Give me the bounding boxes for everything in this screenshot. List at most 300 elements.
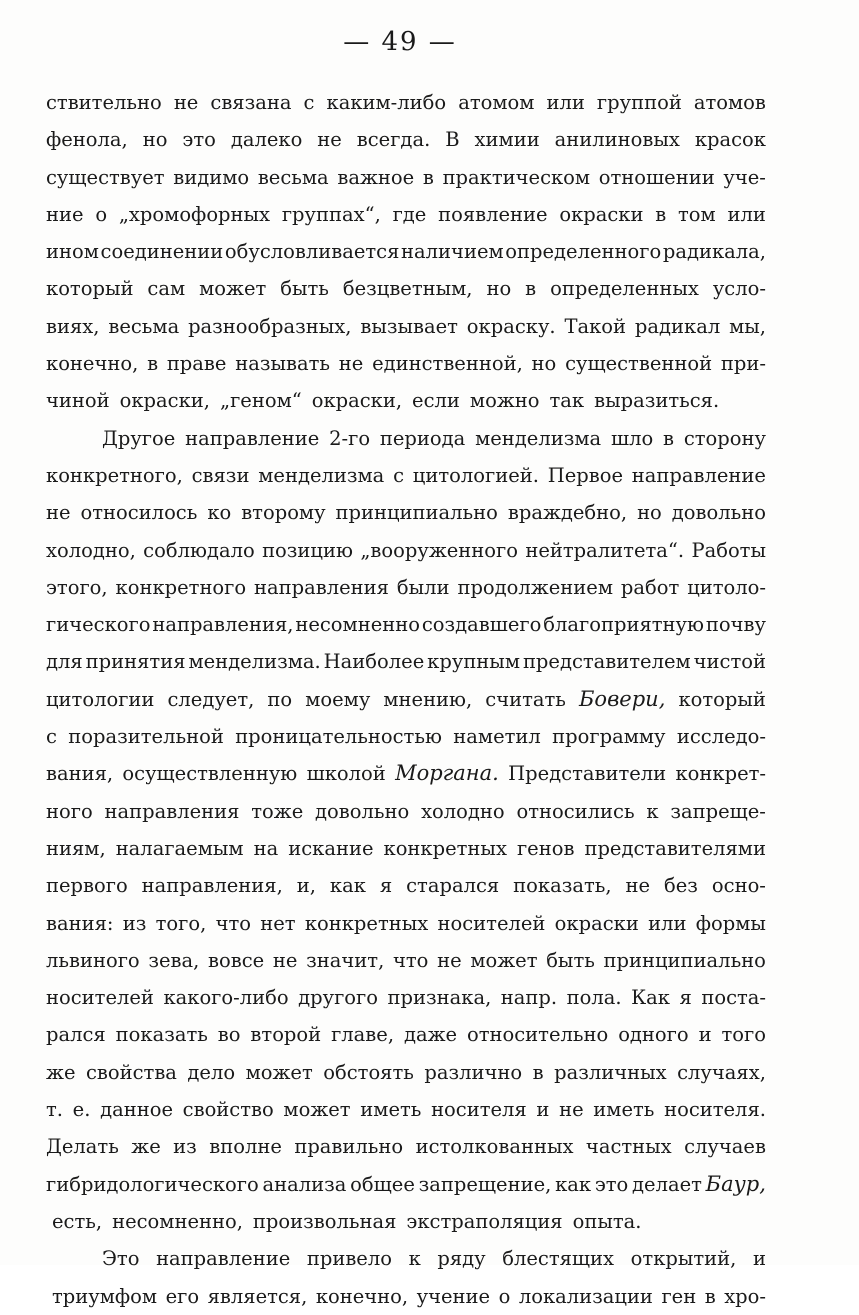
word: окраски bbox=[559, 202, 644, 226]
word: выразиться. bbox=[594, 389, 720, 413]
word: практическом bbox=[442, 165, 591, 189]
word: „вооруженного bbox=[360, 538, 518, 562]
text-line bbox=[46, 606, 766, 643]
word: отношении bbox=[598, 165, 715, 189]
word: принятия bbox=[85, 650, 186, 674]
word: ние bbox=[46, 202, 84, 226]
word: или bbox=[648, 911, 687, 935]
word: может bbox=[245, 1060, 313, 1084]
word: исследо- bbox=[676, 725, 766, 749]
word: но bbox=[142, 128, 168, 152]
text-line bbox=[46, 233, 766, 270]
word: соблюдало bbox=[143, 538, 255, 562]
word: 2-го bbox=[329, 426, 371, 450]
word: направления bbox=[104, 799, 240, 823]
text-line bbox=[46, 681, 766, 718]
word: данное bbox=[100, 1098, 173, 1122]
word: во bbox=[217, 1023, 241, 1047]
word: фенола, bbox=[46, 128, 128, 152]
word: довольно bbox=[671, 501, 766, 525]
word: конкретного, bbox=[46, 463, 183, 487]
word: существенной bbox=[565, 352, 713, 376]
word: проницательностью bbox=[235, 725, 442, 749]
word: конечно, bbox=[315, 1284, 409, 1308]
word: гического bbox=[46, 613, 151, 637]
word: представителем bbox=[522, 650, 691, 674]
word: единственной, bbox=[372, 352, 523, 376]
word: нет bbox=[260, 911, 296, 935]
text-line bbox=[46, 755, 766, 792]
word: в bbox=[655, 202, 667, 226]
word: быть bbox=[546, 948, 595, 972]
word: мнению, bbox=[383, 687, 473, 711]
word: о bbox=[498, 1284, 511, 1308]
word: не bbox=[625, 874, 651, 898]
word: же bbox=[46, 1060, 76, 1084]
text-line bbox=[46, 308, 766, 345]
word: и bbox=[698, 1023, 712, 1047]
word: несомненно, bbox=[112, 1209, 243, 1233]
word: менделизма. bbox=[188, 650, 321, 674]
text-line bbox=[46, 1203, 766, 1240]
word: различно bbox=[424, 1060, 523, 1084]
word: в bbox=[422, 165, 434, 189]
word: старался bbox=[406, 874, 500, 898]
word: конкретных bbox=[383, 836, 507, 860]
word: менделизма bbox=[258, 463, 385, 487]
word: или bbox=[727, 202, 766, 226]
word: случаях, bbox=[677, 1060, 766, 1084]
word: конкретных bbox=[304, 911, 429, 935]
word: есть, bbox=[52, 1209, 103, 1233]
word: запрещение, bbox=[418, 1172, 552, 1196]
word: не bbox=[437, 948, 462, 972]
word: каким-либо bbox=[326, 91, 447, 114]
word: следует, bbox=[167, 687, 255, 711]
word: всегда. bbox=[356, 128, 431, 152]
word: блестящих bbox=[502, 1247, 615, 1271]
word: относительно bbox=[467, 1023, 609, 1047]
word: направления bbox=[254, 575, 389, 599]
word: позицию bbox=[262, 538, 353, 562]
word: это bbox=[182, 128, 216, 152]
word: направления, bbox=[152, 613, 294, 637]
word: значит, bbox=[306, 948, 385, 972]
word: важное bbox=[337, 165, 415, 189]
word: второму bbox=[241, 501, 326, 525]
word: ином bbox=[46, 240, 99, 264]
word: рался bbox=[46, 1023, 106, 1047]
word: так bbox=[549, 389, 585, 413]
text-line bbox=[46, 494, 766, 531]
word: наличием bbox=[401, 240, 504, 264]
word: считать bbox=[485, 687, 566, 711]
word: химии bbox=[474, 128, 540, 152]
word: не bbox=[173, 91, 199, 114]
word: локализации bbox=[518, 1284, 653, 1308]
word: опыта. bbox=[572, 1209, 642, 1233]
text-line bbox=[46, 793, 766, 830]
word: в bbox=[532, 1060, 544, 1084]
word: вполне bbox=[209, 1135, 282, 1159]
text-line bbox=[46, 830, 766, 867]
word: называть bbox=[235, 352, 330, 376]
word: видимо bbox=[173, 165, 250, 189]
word: относилось bbox=[80, 501, 198, 525]
word: я bbox=[379, 874, 393, 898]
word: группой bbox=[596, 91, 682, 114]
word: окраску. bbox=[466, 314, 556, 338]
word: окраски, bbox=[119, 389, 210, 413]
word: признака, bbox=[387, 986, 492, 1010]
word: носителей bbox=[437, 911, 546, 935]
word: были bbox=[396, 575, 450, 599]
text-line bbox=[46, 867, 766, 904]
word: этого, bbox=[46, 575, 108, 599]
word: другого bbox=[298, 986, 378, 1010]
text-line bbox=[46, 382, 766, 419]
word: существует bbox=[46, 165, 165, 189]
word: поразительной bbox=[68, 725, 224, 749]
word: принципиально bbox=[335, 501, 498, 525]
text-line bbox=[46, 159, 766, 196]
word: Представители bbox=[508, 762, 667, 786]
word: вания: bbox=[46, 911, 114, 935]
word: главе, bbox=[331, 1023, 395, 1047]
word: как bbox=[555, 1172, 592, 1196]
word: школой bbox=[306, 762, 386, 786]
word: свойство bbox=[182, 1098, 274, 1122]
word: в bbox=[663, 426, 675, 450]
word: конкретного bbox=[115, 575, 247, 599]
word: дело bbox=[187, 1060, 236, 1084]
word: который bbox=[678, 687, 766, 711]
word: программу bbox=[552, 725, 666, 749]
word: вовсе bbox=[208, 948, 265, 972]
word: с bbox=[303, 91, 315, 114]
word: весьма bbox=[257, 165, 329, 189]
word: связи bbox=[191, 463, 250, 487]
text-line bbox=[46, 532, 766, 569]
author-name: Баур, bbox=[705, 1171, 766, 1196]
word: анализа bbox=[262, 1172, 347, 1196]
word: Это bbox=[102, 1247, 140, 1271]
word: к bbox=[646, 799, 659, 823]
word: направление bbox=[156, 1247, 291, 1271]
word: моему bbox=[305, 687, 371, 711]
word: как bbox=[329, 874, 366, 898]
word: радикал bbox=[634, 314, 721, 338]
word: тоже bbox=[251, 799, 304, 823]
word: Наиболее bbox=[323, 650, 425, 674]
word: формы bbox=[695, 911, 766, 935]
word: цитологией. bbox=[412, 463, 539, 487]
word: поста- bbox=[701, 986, 766, 1010]
word: не bbox=[317, 128, 342, 152]
word: Работы bbox=[691, 538, 766, 562]
text-line bbox=[46, 643, 766, 680]
word: том bbox=[678, 202, 716, 226]
text-line bbox=[46, 905, 766, 942]
word: радикала, bbox=[662, 240, 766, 264]
text-line bbox=[46, 196, 766, 233]
word: может bbox=[283, 1098, 351, 1122]
word: ствительно bbox=[46, 91, 162, 114]
word: благоприятную bbox=[543, 613, 705, 637]
text-line bbox=[46, 121, 766, 158]
word: Делать bbox=[46, 1135, 119, 1159]
word: иметь bbox=[360, 1098, 422, 1122]
word: уче- bbox=[723, 165, 766, 189]
word: того bbox=[721, 1023, 766, 1047]
text-line bbox=[46, 345, 766, 382]
word: из bbox=[173, 1135, 197, 1159]
word: в bbox=[525, 277, 537, 301]
word: с bbox=[393, 463, 405, 487]
text-line bbox=[46, 569, 766, 606]
word: вызывает bbox=[360, 314, 458, 338]
word: того, bbox=[155, 911, 207, 935]
word: быть bbox=[280, 277, 329, 301]
word: мы, bbox=[729, 314, 766, 338]
word: является, bbox=[207, 1284, 308, 1308]
word: продолжением bbox=[457, 575, 613, 599]
word: показать bbox=[115, 1023, 208, 1047]
word: В bbox=[445, 128, 460, 152]
text-line bbox=[46, 1054, 766, 1091]
word: правильно bbox=[294, 1135, 404, 1159]
word: носителя bbox=[431, 1098, 527, 1122]
word: иметь bbox=[593, 1098, 655, 1122]
word: враждебно, bbox=[507, 501, 628, 525]
word: виях, bbox=[46, 314, 100, 338]
word: Такой bbox=[564, 314, 627, 338]
word: е. bbox=[72, 1098, 91, 1122]
word: менделизма bbox=[475, 426, 602, 450]
word: почву bbox=[705, 613, 766, 637]
word: зева, bbox=[148, 948, 200, 972]
word: направления, bbox=[141, 874, 283, 898]
word: окраски bbox=[554, 911, 639, 935]
word: работ bbox=[620, 575, 680, 599]
word: запреще- bbox=[670, 799, 766, 823]
word: создавшего bbox=[421, 613, 542, 637]
text-line bbox=[46, 942, 766, 979]
word: это bbox=[594, 1172, 629, 1196]
word: истолкованных bbox=[415, 1135, 574, 1159]
word: безцветным, bbox=[342, 277, 473, 301]
word: осно- bbox=[711, 874, 766, 898]
word: где bbox=[392, 202, 427, 226]
author-name: Бовери, bbox=[579, 686, 666, 711]
word: цитоло- bbox=[687, 575, 766, 599]
word: атомов bbox=[693, 91, 766, 114]
word: не bbox=[559, 1098, 584, 1122]
author-name: Моргана. bbox=[395, 761, 499, 786]
word: холодно, bbox=[46, 538, 136, 562]
word: и bbox=[752, 1247, 766, 1271]
word: триумфом bbox=[52, 1284, 158, 1308]
text-line bbox=[46, 1240, 766, 1277]
word: который bbox=[46, 277, 134, 301]
text-line bbox=[46, 84, 766, 121]
word: о bbox=[95, 202, 108, 226]
word: праве bbox=[166, 352, 227, 376]
word: можно bbox=[469, 389, 540, 413]
word: же bbox=[131, 1135, 161, 1159]
text-line bbox=[46, 270, 766, 307]
body-text bbox=[46, 84, 766, 1315]
word: носителей bbox=[46, 986, 154, 1010]
word: делает bbox=[632, 1172, 702, 1196]
word: довольно bbox=[315, 799, 410, 823]
word: открытий, bbox=[630, 1247, 737, 1271]
word: в bbox=[704, 1284, 716, 1308]
word: гибридологического bbox=[46, 1172, 259, 1196]
word: направление bbox=[185, 426, 320, 450]
word: различных bbox=[554, 1060, 667, 1084]
word: может bbox=[199, 277, 267, 301]
word: Другое bbox=[102, 426, 176, 450]
word: первого bbox=[46, 874, 128, 898]
word: крупным bbox=[427, 650, 520, 674]
word: окраски, bbox=[311, 389, 403, 413]
text-line bbox=[46, 1091, 766, 1128]
word: нейтралитета“. bbox=[525, 538, 685, 562]
word: представителями bbox=[584, 836, 766, 860]
word: осуществленную bbox=[122, 762, 298, 786]
word: ниям, bbox=[46, 836, 106, 860]
word: налагаемым bbox=[115, 836, 244, 860]
word: носителя. bbox=[664, 1098, 766, 1122]
word: его bbox=[165, 1284, 200, 1308]
word: экстраполяция bbox=[406, 1209, 563, 1233]
word: не bbox=[46, 501, 71, 525]
word: привело bbox=[306, 1247, 392, 1271]
text-line bbox=[46, 979, 766, 1016]
word: т. bbox=[46, 1098, 63, 1122]
word: чиной bbox=[46, 389, 110, 413]
word: периода bbox=[379, 426, 466, 450]
word: для bbox=[46, 650, 83, 674]
word: вания, bbox=[46, 762, 114, 786]
text-line bbox=[46, 1016, 766, 1053]
text-line bbox=[46, 1166, 766, 1203]
word: показать, bbox=[513, 874, 612, 898]
word: относились bbox=[516, 799, 635, 823]
word: определенных bbox=[550, 277, 699, 301]
word: весьма bbox=[108, 314, 180, 338]
word: не bbox=[338, 352, 364, 376]
word: при- bbox=[720, 352, 766, 376]
word: или bbox=[546, 91, 585, 114]
word: принципиально bbox=[603, 948, 766, 972]
word: и bbox=[536, 1098, 550, 1122]
word: не bbox=[272, 948, 298, 972]
word: конкрет- bbox=[675, 762, 766, 786]
word: Как bbox=[631, 986, 670, 1010]
word: группах“, bbox=[281, 202, 381, 226]
word: без bbox=[664, 874, 698, 898]
word: ко bbox=[207, 501, 232, 525]
word: но bbox=[531, 352, 557, 376]
word: из bbox=[122, 911, 147, 935]
word: искание bbox=[288, 836, 374, 860]
word: направление bbox=[631, 463, 766, 487]
word: ген bbox=[661, 1284, 697, 1308]
word: свойства bbox=[85, 1060, 177, 1084]
word: далеко bbox=[230, 128, 303, 152]
word: холодно bbox=[421, 799, 505, 823]
word: появление bbox=[438, 202, 548, 226]
word: второй bbox=[250, 1023, 322, 1047]
word: напр. bbox=[500, 986, 558, 1010]
text-line bbox=[46, 457, 766, 494]
text-line bbox=[46, 420, 766, 457]
word: какого-либо bbox=[163, 986, 289, 1010]
word: определенного bbox=[505, 240, 662, 264]
word: ряду bbox=[437, 1247, 486, 1271]
word: сторону bbox=[683, 426, 766, 450]
word: наметил bbox=[453, 725, 541, 749]
word: анилиновых bbox=[554, 128, 680, 152]
word: и, bbox=[296, 874, 316, 898]
word: ного bbox=[46, 799, 93, 823]
word: обстоять bbox=[323, 1060, 414, 1084]
word: одного bbox=[618, 1023, 689, 1047]
word: что bbox=[392, 948, 429, 972]
word: соединении bbox=[100, 240, 224, 264]
word: пола. bbox=[566, 986, 622, 1010]
word: хро- bbox=[724, 1284, 766, 1308]
word: „хромофорных bbox=[118, 202, 271, 226]
page-number: — 49 — bbox=[343, 27, 457, 57]
text-line bbox=[46, 1128, 766, 1165]
word: усло- bbox=[712, 277, 766, 301]
word: по bbox=[267, 687, 293, 711]
word: может bbox=[470, 948, 538, 972]
text-line bbox=[46, 1278, 766, 1315]
word: в bbox=[147, 352, 159, 376]
word: „геном“ bbox=[219, 389, 302, 413]
word: я bbox=[679, 986, 692, 1010]
word: шло bbox=[610, 426, 654, 450]
word: генов bbox=[516, 836, 575, 860]
word: связана bbox=[210, 91, 292, 114]
word: сам bbox=[147, 277, 186, 301]
word: случаев bbox=[684, 1135, 766, 1159]
word: с bbox=[46, 725, 57, 749]
word: львиного bbox=[46, 948, 140, 972]
word: красок bbox=[694, 128, 766, 152]
word: Первое bbox=[547, 463, 624, 487]
word: если bbox=[412, 389, 460, 413]
word: даже bbox=[403, 1023, 458, 1047]
word: атомом bbox=[458, 91, 535, 114]
word: общее bbox=[350, 1172, 415, 1196]
word: несомненно bbox=[295, 613, 420, 637]
word: но bbox=[637, 501, 662, 525]
word: на bbox=[253, 836, 279, 860]
word: учение bbox=[416, 1284, 491, 1308]
word: что bbox=[215, 911, 251, 935]
word: частных bbox=[585, 1135, 672, 1159]
text-line bbox=[46, 718, 766, 755]
word: обусловливается bbox=[224, 240, 400, 264]
word: но bbox=[486, 277, 512, 301]
word: цитологии bbox=[46, 687, 155, 711]
word: конечно, bbox=[46, 352, 139, 376]
